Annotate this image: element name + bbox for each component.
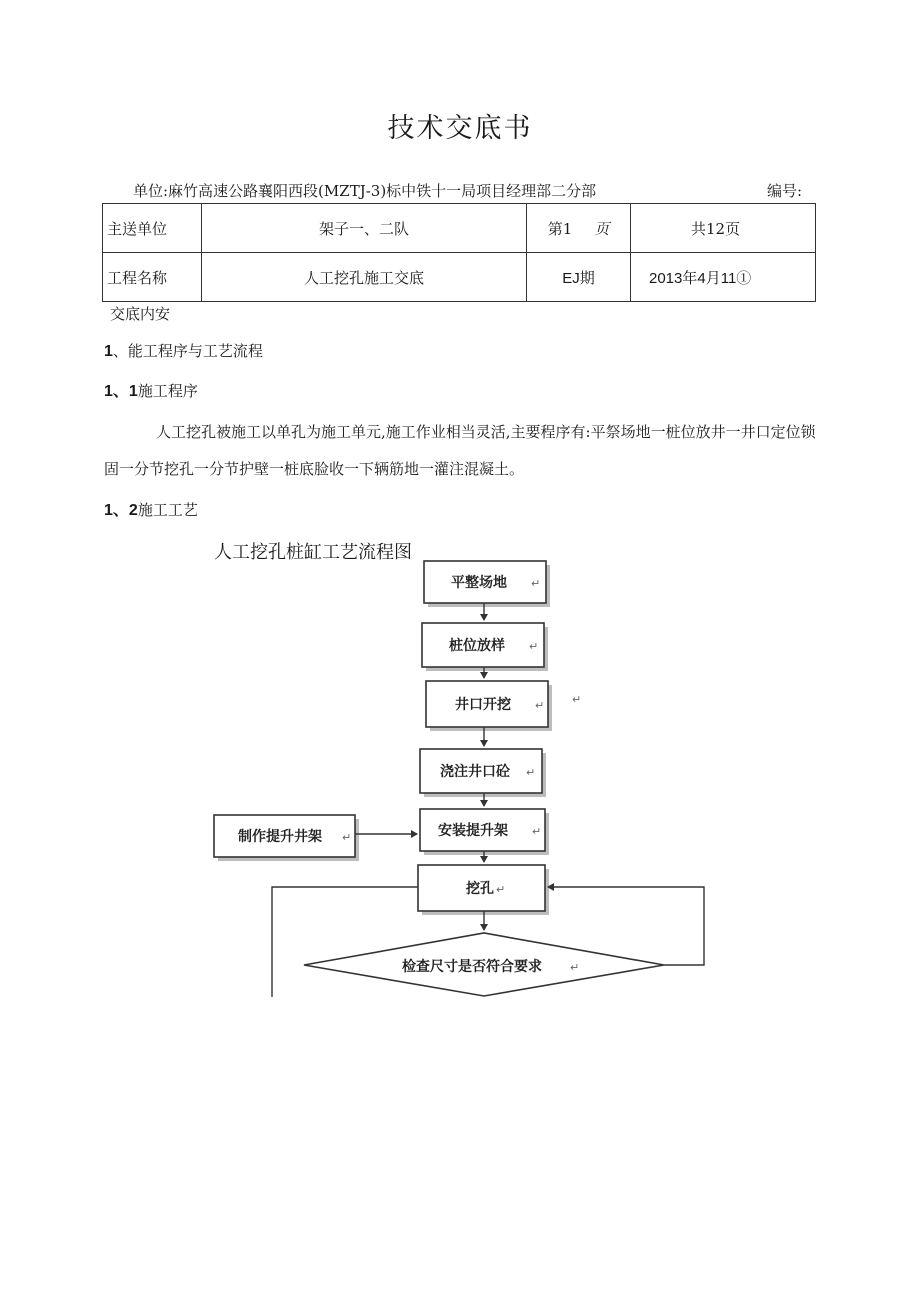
node-level-label: 平整场地 <box>451 575 507 591</box>
procedure-paragraph: 人工挖孔被施工以单孔为施工单元,施工作业相当灵活,主要程序有:平祭场地一桩位放井一井口定位锁固一分节挖孔一分节护壁一桩底脸收一下辆筋地一灌注混凝土。 <box>104 423 816 478</box>
node-stakeout-label: 桩位放样 <box>449 638 505 654</box>
content-label: 交底内安 <box>110 305 171 323</box>
para-mark: ↵ <box>529 640 539 653</box>
para-mark: ↵ <box>496 883 506 896</box>
para-mark: ↵ <box>570 961 580 974</box>
para-mark: ↵ <box>342 831 352 844</box>
section-1-1-number: 1、1 <box>104 383 138 400</box>
page-unit: 页 <box>594 219 610 238</box>
para-mark: ↵ <box>532 825 542 838</box>
section-1-2-title: 施工工艺 <box>137 501 198 519</box>
date-value: 2013年4月11① <box>631 253 816 302</box>
section-1-1-title: 施工程序 <box>137 382 198 400</box>
page-number: 第1 <box>547 219 573 238</box>
node-check-label: 检查尺寸是否符合要求 <box>402 959 542 975</box>
para-mark: ↵ <box>531 577 541 590</box>
page-total: 共12页 <box>631 204 816 253</box>
date-label: EJ期 <box>527 253 631 302</box>
recipient-value: 架子一、二队 <box>202 204 527 253</box>
para-mark: ↵ <box>535 699 545 712</box>
recipient-label: 主送单位 <box>103 204 202 253</box>
project-name-label: 工程名称 <box>103 253 202 302</box>
section-1-number: 1 <box>104 343 113 360</box>
flowchart-title: 人工挖孔桩缸工艺流程图 <box>214 542 412 563</box>
section-1-2-number: 1、2 <box>104 502 138 519</box>
node-dig-label: 挖孔 <box>466 881 494 897</box>
para-mark: ↵ <box>572 693 582 706</box>
node-excavate-mouth-label: 井口开挖 <box>455 697 511 713</box>
serial-number-label: 编号: <box>767 182 803 200</box>
node-pour-mouth-label: 浇注井口砼 <box>440 764 510 780</box>
unit-line: 单位:麻竹高速公路襄阳西段(MZTJ-3)标中铁十一局项目经理部二分部 <box>133 182 597 200</box>
document-title: 技术交底书 <box>387 113 533 144</box>
section-1-title: 、能工程序与工艺流程 <box>112 342 263 360</box>
node-install-frame-label: 安装提升架 <box>438 823 508 839</box>
para-mark: ↵ <box>526 766 536 779</box>
node-make-frame-label: 制作提升井架 <box>238 829 322 845</box>
project-name-value: 人工挖孔施工交底 <box>202 253 527 302</box>
